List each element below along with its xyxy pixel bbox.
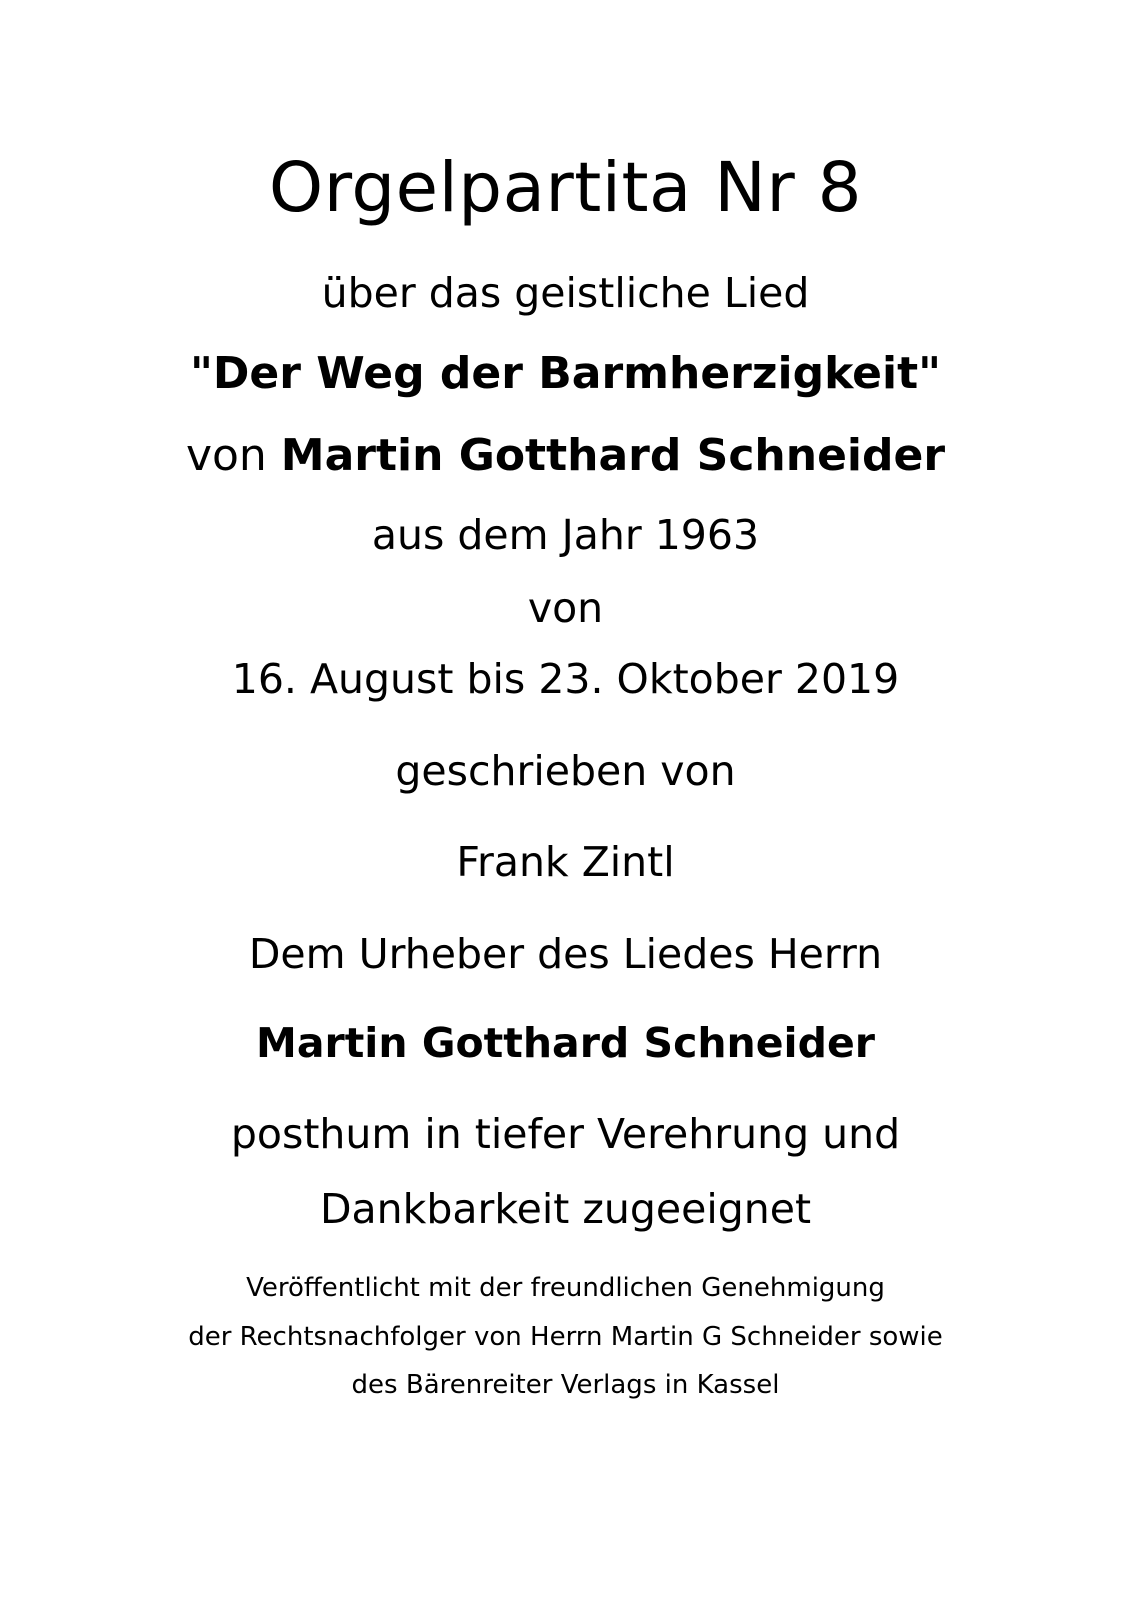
song-title: "Der Weg der Barmherzigkeit"	[189, 348, 942, 399]
notice-line-3: des Bärenreiter Verlags in Kassel	[351, 1370, 780, 1400]
notice-line-2: der Rechtsnachfolger von Herrn Martin G Schneider sowie	[188, 1322, 943, 1352]
author-prefix: von	[185, 430, 281, 481]
dedication-intro: Dem Urheber des Liedes Herrn	[248, 930, 883, 978]
author-name: Martin Gotthard Schneider	[280, 430, 946, 481]
page-title: Orgelpartita Nr 8	[268, 148, 863, 228]
von-line: von	[527, 584, 604, 632]
year-line: aus dem Jahr 1963	[371, 511, 760, 559]
dedication-line-1: posthum in tiefer Verehrung und	[230, 1110, 901, 1158]
composer-name: Frank Zintl	[456, 838, 675, 886]
date-range: 16. August bis 23. Oktober 2019	[231, 655, 900, 703]
dedicatee-name: Martin Gotthard Schneider	[256, 1019, 875, 1067]
dedication-line-2: Dankbarkeit zugeeignet	[319, 1185, 812, 1233]
notice-line-1: Veröffentlicht mit der freundlichen Genehmigung	[246, 1273, 885, 1303]
written-by-label: geschrieben von	[395, 747, 736, 795]
author-line	[0, 430, 1131, 481]
subtitle: über das geistliche Lied	[321, 269, 810, 317]
